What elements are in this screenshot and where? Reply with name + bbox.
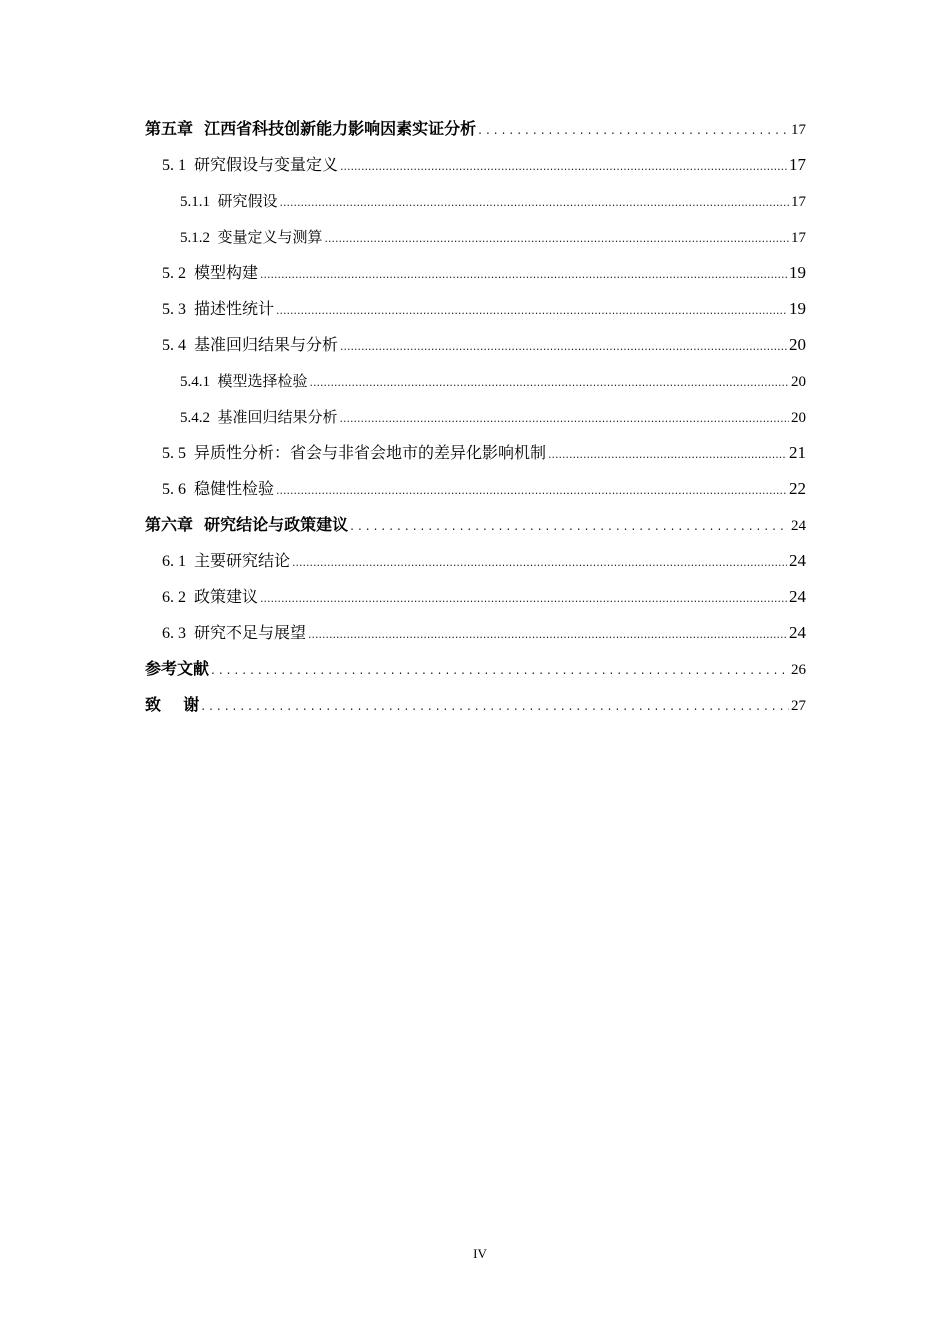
toc-entry[interactable] bbox=[0, 111, 806, 147]
toc-dot-leader bbox=[548, 437, 787, 473]
toc-entry-page: 19 bbox=[789, 263, 806, 282]
toc-dot-leader bbox=[340, 401, 789, 437]
toc-entry-number: 5.1.2 bbox=[180, 230, 218, 246]
toc-dot-leader bbox=[276, 293, 787, 329]
toc-entry[interactable] bbox=[0, 219, 806, 255]
toc-entry[interactable] bbox=[0, 399, 806, 435]
toc-entry-page: 24 bbox=[789, 551, 806, 570]
toc-dot-leader bbox=[260, 581, 787, 617]
toc-entry[interactable] bbox=[0, 183, 806, 219]
toc-dot-leader bbox=[201, 688, 789, 724]
toc-entry-page: 17 bbox=[791, 230, 806, 246]
toc-entry-page: 26 bbox=[791, 662, 806, 678]
toc-entry-number: 5. 3 bbox=[162, 301, 194, 318]
toc-entry-title: 研究假设与变量定义 bbox=[194, 155, 339, 174]
toc-entry-number: 6. 2 bbox=[162, 589, 194, 606]
toc-entry-number: 5.4.1 bbox=[180, 374, 218, 390]
toc-entry[interactable] bbox=[0, 327, 806, 363]
toc-entry[interactable] bbox=[0, 615, 806, 651]
toc-dot-leader bbox=[340, 149, 787, 185]
table-of-contents bbox=[0, 111, 950, 723]
toc-dot-leader bbox=[350, 508, 789, 544]
toc-entry[interactable] bbox=[0, 435, 806, 471]
toc-entry-number: 6. 1 bbox=[162, 553, 194, 570]
toc-dot-leader bbox=[340, 329, 787, 365]
toc-entry[interactable] bbox=[0, 291, 806, 327]
toc-entry-page: 20 bbox=[791, 374, 806, 390]
toc-entry-number: 5. 2 bbox=[162, 265, 194, 282]
toc-entry-title: 变量定义与测算 bbox=[217, 228, 323, 246]
toc-entry-page: 22 bbox=[789, 479, 806, 498]
toc-entry-page: 17 bbox=[789, 155, 806, 174]
toc-entry-number: 第五章 bbox=[145, 119, 205, 138]
toc-entry-title: 参考文献 bbox=[145, 659, 210, 678]
toc-entry-title: 研究不足与展望 bbox=[194, 623, 307, 642]
toc-dot-leader bbox=[260, 257, 787, 293]
toc-dot-leader bbox=[276, 473, 787, 509]
toc-entry-page: 20 bbox=[791, 410, 806, 426]
toc-dot-leader bbox=[310, 365, 789, 401]
toc-entry[interactable] bbox=[0, 255, 806, 291]
toc-entry[interactable] bbox=[0, 147, 806, 183]
footer-page-number: IV bbox=[473, 1246, 487, 1261]
toc-entry[interactable] bbox=[0, 363, 806, 399]
toc-dot-leader bbox=[325, 221, 789, 257]
toc-entry-title: 异质性分析：省会与非省会地市的差异化影响机制 bbox=[194, 443, 547, 462]
toc-entry-number: 5. 4 bbox=[162, 337, 194, 354]
toc-entry[interactable] bbox=[0, 579, 806, 615]
toc-entry-page: 24 bbox=[789, 587, 806, 606]
toc-dot-leader bbox=[308, 617, 787, 653]
toc-entry-title: 基准回归结果与分析 bbox=[194, 335, 339, 354]
toc-entry[interactable] bbox=[0, 651, 806, 687]
toc-entry-page: 20 bbox=[789, 335, 806, 354]
toc-entry[interactable] bbox=[0, 471, 806, 507]
toc-entry-number: 5.1.1 bbox=[180, 194, 218, 210]
toc-entry-title: 模型构建 bbox=[194, 263, 259, 282]
toc-entry-page: 17 bbox=[791, 122, 806, 138]
toc-entry-number: 6. 3 bbox=[162, 625, 194, 642]
toc-entry-number: 5. 1 bbox=[162, 157, 194, 174]
toc-entry-page: 24 bbox=[789, 623, 806, 642]
toc-entry-title: 江西省科技创新能力影响因素实证分析 bbox=[204, 119, 477, 138]
toc-dot-leader bbox=[478, 112, 789, 148]
toc-entry[interactable] bbox=[0, 507, 806, 543]
toc-entry-number: 5. 6 bbox=[162, 481, 194, 498]
page-footer bbox=[0, 1246, 950, 1262]
toc-entry-title: 主要研究结论 bbox=[194, 551, 291, 570]
toc-dot-leader bbox=[211, 652, 789, 688]
toc-entry-title: 基准回归结果分析 bbox=[217, 408, 338, 426]
toc-entry[interactable] bbox=[0, 687, 806, 723]
toc-entry-page: 17 bbox=[791, 194, 806, 210]
toc-entry-title: 致 谢 bbox=[145, 695, 200, 714]
toc-entry-title: 稳健性检验 bbox=[194, 479, 275, 498]
toc-entry-title: 研究假设 bbox=[217, 192, 278, 210]
toc-entry-title: 模型选择检验 bbox=[217, 372, 308, 390]
toc-dot-leader bbox=[280, 185, 789, 221]
toc-entry-number: 5.4.2 bbox=[180, 410, 218, 426]
toc-entry-title: 描述性统计 bbox=[194, 299, 275, 318]
toc-entry-number: 第六章 bbox=[145, 515, 205, 534]
toc-entry-title: 政策建议 bbox=[194, 587, 259, 606]
toc-entry-page: 24 bbox=[791, 518, 806, 534]
toc-entry[interactable] bbox=[0, 543, 806, 579]
toc-entry-title: 研究结论与政策建议 bbox=[204, 515, 349, 534]
toc-dot-leader bbox=[292, 545, 787, 581]
toc-entry-page: 27 bbox=[791, 698, 806, 714]
toc-entry-page: 21 bbox=[789, 443, 806, 462]
toc-entry-number: 5. 5 bbox=[162, 445, 194, 462]
toc-entry-page: 19 bbox=[789, 299, 806, 318]
